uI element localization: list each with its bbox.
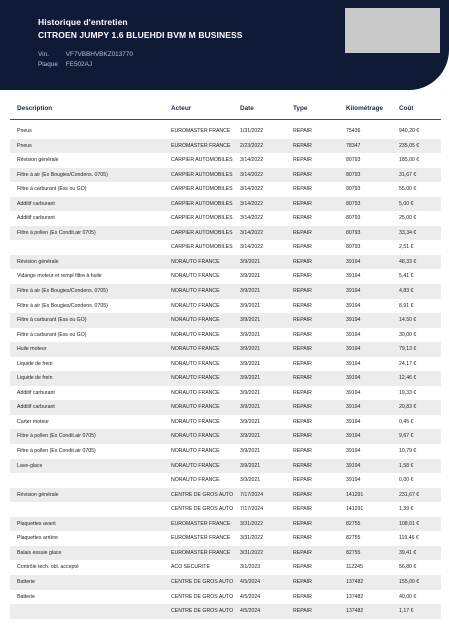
cell-cout: 155,00 € bbox=[399, 578, 420, 585]
cell-type: REPAIR bbox=[293, 258, 312, 265]
cell-kilometrage: 80793 bbox=[346, 244, 361, 251]
table-row bbox=[10, 429, 441, 444]
cell-acteur: CENTRE DE GROS AUTO bbox=[171, 593, 234, 600]
cell-acteur: CARPIER AUTOMOBILES bbox=[171, 229, 233, 236]
cell-kilometrage: 39194 bbox=[346, 462, 361, 469]
table-row bbox=[10, 255, 441, 270]
cell-date: 3/1/2023 bbox=[240, 564, 261, 571]
cell-cout: 119,46 € bbox=[399, 535, 419, 542]
cell-cout: 0,00 € bbox=[399, 477, 414, 484]
cell-date: 3/9/2021 bbox=[240, 302, 261, 309]
vin-label: Vin. bbox=[38, 51, 49, 58]
cell-date: 3/9/2021 bbox=[240, 331, 261, 338]
cell-kilometrage: 80793 bbox=[346, 229, 361, 236]
cell-acteur: CARPIER AUTOMOBILES bbox=[171, 215, 233, 222]
cell-type: REPAIR bbox=[293, 244, 312, 251]
cell-acteur: NORAUTO FRANCE bbox=[171, 273, 220, 280]
cell-type: REPAIR bbox=[293, 389, 312, 396]
table-row bbox=[10, 590, 441, 605]
cell-cout: 940,20 € bbox=[399, 128, 420, 134]
cell-kilometrage: 82755 bbox=[346, 520, 361, 527]
cell-type: REPAIR bbox=[293, 346, 312, 353]
cell-acteur: EUROMASTER FRANCE bbox=[171, 128, 231, 134]
cell-kilometrage: 137482 bbox=[346, 593, 364, 600]
plate-line bbox=[38, 61, 92, 68]
cell-description: Filtre à air (Ex Bougies/Condens. 0705) bbox=[17, 288, 108, 295]
table-row bbox=[10, 226, 441, 241]
cell-acteur: NORAUTO FRANCE bbox=[171, 433, 220, 440]
cell-acteur: NORAUTO FRANCE bbox=[171, 389, 220, 396]
cell-type: REPAIR bbox=[293, 535, 312, 542]
cell-kilometrage: 80793 bbox=[346, 171, 361, 178]
cell-date: 3/9/2021 bbox=[240, 375, 261, 382]
cell-description: Huile moteur bbox=[17, 346, 47, 353]
cell-type: REPAIR bbox=[293, 288, 312, 295]
cell-cout: 48,33 € bbox=[399, 258, 417, 265]
cell-description: Révision générale bbox=[17, 157, 59, 164]
table-row bbox=[10, 197, 441, 212]
cell-description: Lave-glace bbox=[17, 462, 43, 469]
cell-description: Plaquettes avant bbox=[17, 520, 56, 527]
cell-type: REPAIR bbox=[293, 593, 312, 600]
cell-type: REPAIR bbox=[293, 549, 312, 556]
cell-description: Pneus bbox=[17, 128, 32, 134]
cell-type: REPAIR bbox=[293, 142, 312, 149]
cell-acteur: NORAUTO FRANCE bbox=[171, 346, 220, 353]
cell-kilometrage: 39194 bbox=[346, 404, 361, 411]
cell-description: Pneus bbox=[17, 142, 32, 149]
table-row bbox=[10, 415, 441, 430]
cell-kilometrage: 82755 bbox=[346, 549, 361, 556]
cell-cout: 108,01 € bbox=[399, 520, 420, 527]
cell-cout: 4,83 € bbox=[399, 288, 414, 295]
cell-date: 3/9/2021 bbox=[240, 288, 261, 295]
cell-cout: 8,91 € bbox=[399, 302, 414, 309]
cell-acteur: EUROMASTER FRANCE bbox=[171, 142, 231, 149]
cell-type: REPAIR bbox=[293, 229, 312, 236]
cell-cout: 1,39 € bbox=[399, 506, 414, 513]
vin-line bbox=[38, 51, 133, 58]
cell-date: 3/14/2022 bbox=[240, 229, 264, 236]
cell-type: REPAIR bbox=[293, 186, 312, 193]
table-row bbox=[10, 502, 441, 517]
cell-acteur: NORAUTO FRANCE bbox=[171, 448, 220, 455]
cell-description: Batterie bbox=[17, 593, 35, 600]
cell-type: REPAIR bbox=[293, 128, 312, 134]
cell-acteur: CARPIER AUTOMOBILES bbox=[171, 244, 233, 251]
table-row bbox=[10, 459, 441, 474]
column-header-acteur: Acteur bbox=[171, 105, 192, 112]
cell-date: 3/9/2021 bbox=[240, 258, 261, 265]
cell-description: Vidange moteur et rempl filtre à huile bbox=[17, 273, 102, 280]
cell-acteur: NORAUTO FRANCE bbox=[171, 317, 220, 324]
cell-kilometrage: 39194 bbox=[346, 375, 361, 382]
cell-kilometrage: 78347 bbox=[346, 142, 361, 149]
table-row bbox=[10, 313, 441, 328]
cell-cout: 231,67 € bbox=[399, 491, 420, 498]
cell-date: 3/31/2022 bbox=[240, 520, 264, 527]
cell-kilometrage: 80793 bbox=[346, 215, 361, 222]
cell-cout: 55,00 € bbox=[399, 186, 417, 193]
cell-date: 3/14/2022 bbox=[240, 157, 264, 164]
cell-cout: 5,00 € bbox=[399, 200, 414, 207]
column-header-date: Date bbox=[240, 105, 254, 112]
table-row bbox=[10, 444, 441, 459]
cell-kilometrage: 141291 bbox=[346, 506, 364, 513]
table-row bbox=[10, 182, 441, 197]
cell-kilometrage: 39194 bbox=[346, 418, 361, 425]
cell-type: REPAIR bbox=[293, 506, 312, 513]
cell-type: REPAIR bbox=[293, 404, 312, 411]
cell-date: 4/5/2024 bbox=[240, 593, 261, 600]
cell-description: Liquide de frein bbox=[17, 360, 53, 367]
cell-description: Filtre à pollen (Ex Condit.air 0705) bbox=[17, 433, 96, 440]
cell-date: 3/14/2022 bbox=[240, 200, 264, 207]
cell-kilometrage: 39194 bbox=[346, 258, 361, 265]
cell-date: 3/31/2022 bbox=[240, 535, 264, 542]
cell-cout: 31,67 € bbox=[399, 171, 417, 178]
cell-date: 3/9/2021 bbox=[240, 462, 261, 469]
cell-date: 4/5/2024 bbox=[240, 608, 261, 615]
cell-type: REPAIR bbox=[293, 608, 312, 615]
cell-type: REPAIR bbox=[293, 375, 312, 382]
cell-cout: 56,80 € bbox=[399, 564, 417, 571]
cell-kilometrage: 80793 bbox=[346, 157, 361, 164]
cell-description: Filtre à air (Ex Bougies/Condens. 0705) bbox=[17, 171, 108, 178]
document-title: Historique d'entretien bbox=[38, 17, 128, 27]
cell-cout: 2,51 € bbox=[399, 244, 414, 251]
cell-description: Additif carburant bbox=[17, 200, 55, 207]
cell-date: 3/9/2021 bbox=[240, 317, 261, 324]
column-header-kilometrage: Kilométrage bbox=[346, 105, 383, 112]
cell-acteur: CENTRE DE GROS AUTO bbox=[171, 578, 234, 585]
table-row bbox=[10, 240, 441, 255]
cell-type: REPAIR bbox=[293, 418, 312, 425]
table-row bbox=[10, 575, 441, 590]
cell-kilometrage: 39194 bbox=[346, 448, 361, 455]
cell-description: Filtre à carburant (Ess ou GO) bbox=[17, 331, 87, 338]
cell-acteur: NORAUTO FRANCE bbox=[171, 288, 220, 295]
table-row bbox=[10, 168, 441, 183]
cell-type: REPAIR bbox=[293, 331, 312, 338]
table-row bbox=[10, 400, 441, 415]
table-row bbox=[10, 488, 441, 503]
cell-description: Additif carburant bbox=[17, 215, 55, 222]
cell-cout: 1,17 € bbox=[399, 608, 414, 615]
cell-cout: 79,13 € bbox=[399, 346, 417, 353]
header-divider bbox=[10, 119, 441, 120]
table-row bbox=[10, 604, 441, 619]
cell-acteur: CENTRE DE GROS AUTO bbox=[171, 506, 234, 513]
cell-date: 2/23/2022 bbox=[240, 142, 264, 149]
cell-cout: 25,00 € bbox=[399, 215, 417, 222]
cell-type: REPAIR bbox=[293, 360, 312, 367]
cell-acteur: EUROMASTER FRANCE bbox=[171, 535, 231, 542]
cell-description: Filtre à carburant (Ess ou GO) bbox=[17, 317, 87, 324]
plate-label: Plaque bbox=[38, 61, 58, 68]
cell-cout: 9,67 € bbox=[399, 433, 414, 440]
cell-kilometrage: 137482 bbox=[346, 578, 364, 585]
cell-date: 3/9/2021 bbox=[240, 418, 261, 425]
cell-type: REPAIR bbox=[293, 200, 312, 207]
cell-kilometrage: 39194 bbox=[346, 346, 361, 353]
vehicle-model: CITROEN JUMPY 1.6 BLUEHDI BVM M BUSINESS bbox=[38, 30, 243, 40]
document-header bbox=[0, 0, 449, 90]
cell-cout: 185,00 € bbox=[399, 157, 420, 164]
cell-acteur: NORAUTO FRANCE bbox=[171, 462, 220, 469]
cell-type: REPAIR bbox=[293, 157, 312, 164]
cell-date: 3/9/2021 bbox=[240, 346, 261, 353]
cell-type: REPAIR bbox=[293, 477, 312, 484]
cell-cout: 1,58 € bbox=[399, 462, 414, 469]
table-header bbox=[0, 102, 449, 118]
cell-acteur: NORAUTO FRANCE bbox=[171, 375, 220, 382]
cell-kilometrage: 141291 bbox=[346, 491, 364, 498]
cell-kilometrage: 80793 bbox=[346, 200, 361, 207]
cell-date: 3/31/2022 bbox=[240, 549, 264, 556]
cell-acteur: EUROMASTER FRANCE bbox=[171, 520, 231, 527]
table-row bbox=[10, 371, 441, 386]
cell-acteur: NORAUTO FRANCE bbox=[171, 360, 220, 367]
cell-date: 3/9/2021 bbox=[240, 433, 261, 440]
cell-description: Liquide de frein bbox=[17, 375, 53, 382]
cell-type: REPAIR bbox=[293, 448, 312, 455]
cell-type: REPAIR bbox=[293, 564, 312, 571]
cell-acteur: CARPIER AUTOMOBILES bbox=[171, 186, 233, 193]
cell-acteur: CENTRE DE GROS AUTO bbox=[171, 608, 234, 615]
cell-date: 3/14/2022 bbox=[240, 215, 264, 222]
column-header-type: Type bbox=[293, 105, 308, 112]
cell-cout: 235,05 € bbox=[399, 142, 420, 149]
cell-description: Balais essuie glace bbox=[17, 549, 62, 556]
cell-cout: 19,33 € bbox=[399, 389, 417, 396]
cell-date: 1/31/2022 bbox=[240, 128, 264, 134]
cell-cout: 33,34 € bbox=[399, 229, 417, 236]
cell-cout: 5,41 € bbox=[399, 273, 414, 280]
cell-type: REPAIR bbox=[293, 317, 312, 324]
plate-value: FE502AJ bbox=[65, 61, 93, 68]
table-row bbox=[10, 357, 441, 372]
cell-type: REPAIR bbox=[293, 171, 312, 178]
cell-type: REPAIR bbox=[293, 215, 312, 222]
cell-description: Révision générale bbox=[17, 258, 59, 265]
cell-kilometrage: 39194 bbox=[346, 433, 361, 440]
table-row bbox=[10, 473, 441, 488]
cell-date: 7/17/2024 bbox=[240, 491, 264, 498]
table-row bbox=[10, 153, 441, 168]
cell-cout: 14,50 € bbox=[399, 317, 417, 324]
cell-kilometrage: 75436 bbox=[346, 128, 361, 134]
cell-kilometrage: 82755 bbox=[346, 535, 361, 542]
table-row bbox=[10, 386, 441, 401]
cell-description: Additif carburant bbox=[17, 404, 55, 411]
cell-kilometrage: 39194 bbox=[346, 288, 361, 295]
cell-date: 3/9/2021 bbox=[240, 273, 261, 280]
cell-cout: 10,79 € bbox=[399, 448, 417, 455]
cell-cout: 20,83 € bbox=[399, 404, 417, 411]
cell-kilometrage: 39194 bbox=[346, 477, 361, 484]
vin-value: VF7VBBHVBKZ013770 bbox=[65, 51, 133, 58]
cell-type: REPAIR bbox=[293, 578, 312, 585]
cell-description: Filtre à carburant (Ess ou GO) bbox=[17, 186, 87, 193]
cell-kilometrage: 39194 bbox=[346, 273, 361, 280]
cell-kilometrage: 39194 bbox=[346, 317, 361, 324]
cell-description: Contrôle tech. obl. accepté bbox=[17, 564, 79, 571]
cell-type: REPAIR bbox=[293, 433, 312, 440]
cell-acteur: EUROMASTER FRANCE bbox=[171, 549, 231, 556]
cell-date: 7/17/2024 bbox=[240, 506, 264, 513]
cell-acteur: NORAUTO FRANCE bbox=[171, 477, 220, 484]
table-row bbox=[10, 517, 441, 532]
cell-kilometrage: 80793 bbox=[346, 186, 361, 193]
cell-type: REPAIR bbox=[293, 491, 312, 498]
cell-acteur: NORAUTO FRANCE bbox=[171, 331, 220, 338]
cell-description: Carter moteur bbox=[17, 418, 49, 425]
cell-date: 3/9/2021 bbox=[240, 448, 261, 455]
table-row bbox=[10, 124, 441, 139]
cell-acteur: NORAUTO FRANCE bbox=[171, 418, 220, 425]
cell-acteur: ACO SECURITE bbox=[171, 564, 210, 571]
cell-kilometrage: 39194 bbox=[346, 302, 361, 309]
table-row bbox=[10, 211, 441, 226]
table-row bbox=[10, 328, 441, 343]
cell-type: REPAIR bbox=[293, 273, 312, 280]
cell-description: Plaquettes arrière bbox=[17, 535, 58, 542]
cell-date: 3/9/2021 bbox=[240, 389, 261, 396]
cell-description: Révision générale bbox=[17, 491, 59, 498]
cell-cout: 39,41 € bbox=[399, 549, 417, 556]
cell-type: REPAIR bbox=[293, 462, 312, 469]
cell-date: 3/9/2021 bbox=[240, 360, 261, 367]
table-row bbox=[10, 546, 441, 561]
cell-date: 3/14/2022 bbox=[240, 186, 264, 193]
cell-description: Filtre à pollen (Ex Condit.air 0705) bbox=[17, 448, 96, 455]
cell-type: REPAIR bbox=[293, 302, 312, 309]
cell-type: REPAIR bbox=[293, 520, 312, 527]
cell-date: 4/5/2024 bbox=[240, 578, 261, 585]
cell-kilometrage: 39194 bbox=[346, 389, 361, 396]
cell-description: Batterie bbox=[17, 578, 35, 585]
cell-cout: 30,00 € bbox=[399, 331, 417, 338]
redacted-logo-block bbox=[345, 8, 440, 53]
table-row bbox=[10, 269, 441, 284]
maintenance-table-body bbox=[10, 124, 441, 619]
cell-description: Filtre à air (Ex Bougies/Condens. 0705) bbox=[17, 302, 108, 309]
cell-kilometrage: 39194 bbox=[346, 331, 361, 338]
cell-cout: 12,46 € bbox=[399, 375, 417, 382]
cell-kilometrage: 137482 bbox=[346, 608, 364, 615]
cell-acteur: NORAUTO FRANCE bbox=[171, 302, 220, 309]
cell-date: 3/14/2022 bbox=[240, 171, 264, 178]
cell-kilometrage: 39194 bbox=[346, 360, 361, 367]
column-header-description: Description bbox=[17, 105, 53, 112]
table-row bbox=[10, 560, 441, 575]
cell-date: 3/9/2021 bbox=[240, 404, 261, 411]
cell-date: 3/14/2022 bbox=[240, 244, 264, 251]
table-row bbox=[10, 531, 441, 546]
cell-cout: 40,00 € bbox=[399, 593, 417, 600]
table-row bbox=[10, 284, 441, 299]
cell-cout: 0,45 € bbox=[399, 418, 414, 425]
cell-date: 3/9/2021 bbox=[240, 477, 261, 484]
cell-acteur: CARPIER AUTOMOBILES bbox=[171, 157, 233, 164]
cell-acteur: CARPIER AUTOMOBILES bbox=[171, 171, 233, 178]
cell-description: Additif carburant bbox=[17, 389, 55, 396]
cell-acteur: NORAUTO FRANCE bbox=[171, 258, 220, 265]
cell-description: Filtre à pollen (Ex Condit.air 0705) bbox=[17, 229, 96, 236]
table-row bbox=[10, 139, 441, 154]
cell-kilometrage: 112245 bbox=[346, 564, 363, 571]
column-header-cout: Coût bbox=[399, 105, 414, 112]
cell-acteur: CARPIER AUTOMOBILES bbox=[171, 200, 233, 207]
table-row bbox=[10, 299, 441, 314]
cell-cout: 24,17 € bbox=[399, 360, 417, 367]
table-row bbox=[10, 342, 441, 357]
cell-acteur: CENTRE DE GROS AUTO bbox=[171, 491, 234, 498]
cell-acteur: NORAUTO FRANCE bbox=[171, 404, 220, 411]
